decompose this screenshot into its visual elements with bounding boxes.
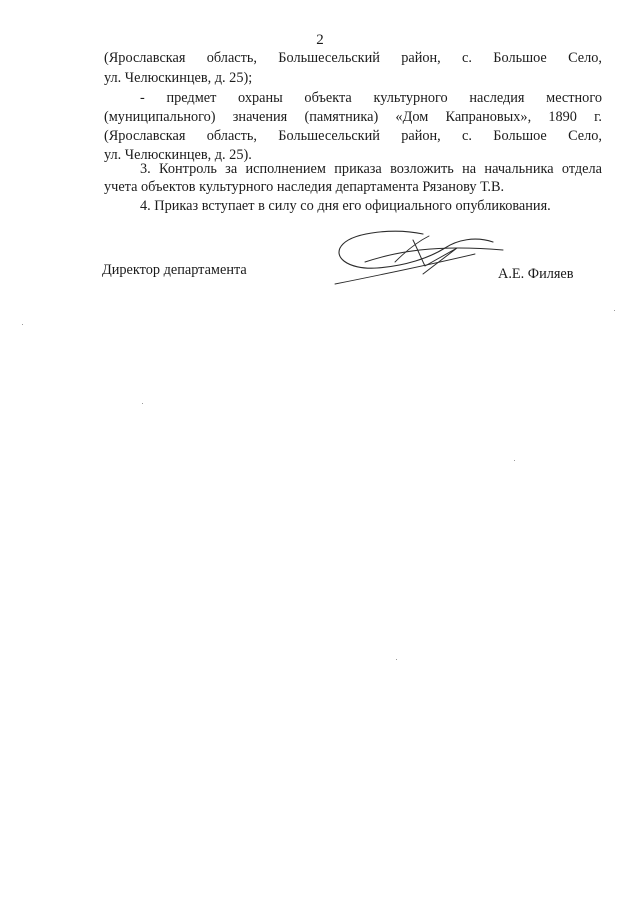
body-line-2: ул. Челюскинцев, д. 25); xyxy=(104,70,253,86)
body-line-9: 4. Приказ вступает в силу со дня его официального опубликования. xyxy=(140,198,551,214)
scan-speck xyxy=(614,310,615,311)
body-line-4: (муниципального) значения (памятника) «Дом Капрановых», 1890 г. xyxy=(104,109,602,125)
handwritten-signature xyxy=(325,222,525,292)
body-line-8: учета объектов культурного наследия департамента Рязанову Т.В. xyxy=(104,179,505,195)
scan-speck xyxy=(142,403,143,404)
body-line-3: - предмет охраны объекта культурного наследия местного xyxy=(140,90,602,106)
body-line-5: (Ярославская область, Большесельский район, с. Большое Село, xyxy=(104,128,602,144)
signatory-name: А.Е. Филяев xyxy=(498,266,574,282)
scan-speck xyxy=(396,659,397,660)
signature-position-title: Директор департамента xyxy=(102,262,247,278)
body-line-6: ул. Челюскинцев, д. 25). xyxy=(104,147,252,163)
body-line-1: (Ярославская область, Большесельский район, с. Большое Село, xyxy=(104,50,602,66)
body-line-7: 3. Контроль за исполнением приказа возложить на начальника отдела xyxy=(140,161,602,177)
page-number: 2 xyxy=(316,32,324,48)
scan-speck xyxy=(514,460,515,461)
scan-speck xyxy=(22,324,23,325)
